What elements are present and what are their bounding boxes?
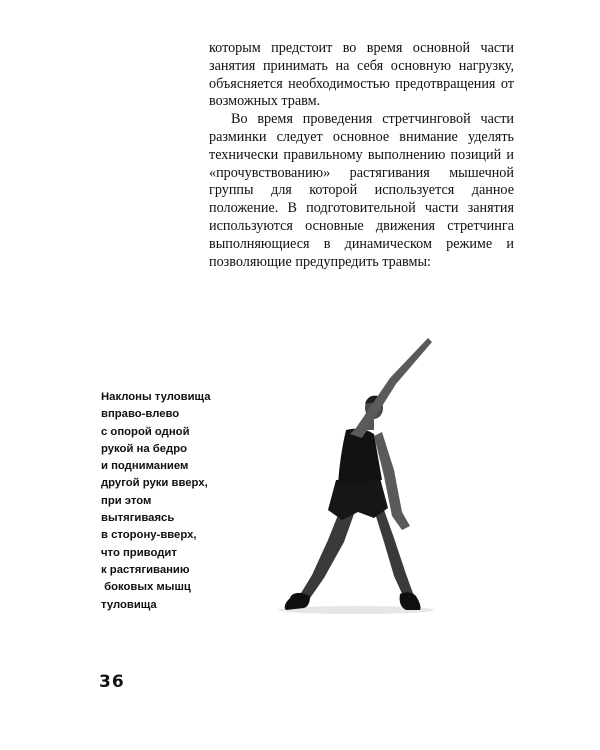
caption-line: вытягиваясь	[101, 512, 175, 525]
caption-line: при этом	[101, 494, 152, 507]
caption-line: с опорой одной	[101, 425, 190, 438]
raised-arm	[350, 338, 432, 438]
caption-line: Наклоны туловища	[101, 391, 211, 403]
caption-line: в сторону-вверх,	[101, 529, 197, 542]
page-number: 36	[99, 672, 125, 692]
caption-line: другой руки вверх,	[101, 477, 208, 490]
caption-line: к растягиванию	[101, 563, 190, 576]
paragraph-continuation: которым предстоит во время основной части занятия принимать на себя основную нагрузку, объясняется необходимостью предотвращения от возможных травм.	[209, 40, 514, 110]
caption-line: что приводит	[101, 546, 177, 559]
legs	[298, 510, 414, 601]
caption-line: рукой на бедро	[101, 442, 188, 455]
exercise-photo	[270, 330, 440, 630]
figure-caption	[101, 389, 213, 614]
right-shoe	[400, 592, 421, 610]
caption-line: вправо-влево	[101, 408, 180, 421]
paragraph-stretching: Во время проведения стретчинговой части разминки следует основное внимание уделять технически правильному выполнению позиций и «прочувствованию» растягивания мышечной группы для которой используется данное положение. В подготовительной части занятия используются основные движения стретчинга выполняющиеся в динамическом режиме и позволяющие предупредить травмы:	[209, 111, 514, 270]
shorts	[328, 478, 388, 520]
caption-line: туловища	[101, 598, 157, 611]
caption-line: боковых мышц	[101, 581, 191, 594]
caption-line: и подниманием	[101, 460, 189, 473]
body-text	[209, 40, 514, 271]
